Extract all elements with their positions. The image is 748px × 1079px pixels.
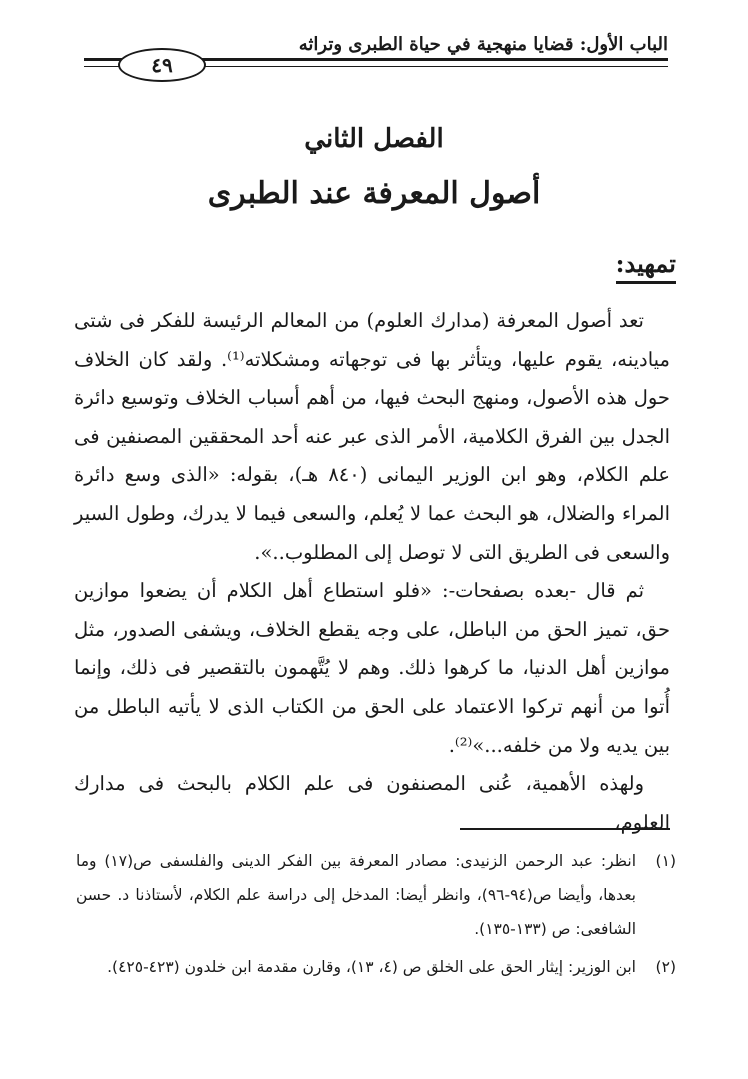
- running-title: الباب الأول: قضايا منهجية في حياة الطبرى وتراثه: [298, 34, 668, 55]
- paragraph: ثم قال -بعده بصفحات-: «فلو استطاع أهل الكلام أن يضعوا موازين حق، تميز الحق من الباطل، على وجه يقطع الخلاف، ويشفى الصدور، مثل موازين أهل الدنيا، ما كرهوا ذلك. وهم لا يُتَّهمون بالتقصير فى ذلك، وإنما أُتوا من أنهم تركوا الاعتماد على الحق من الكتاب الذى لا يأتيه الباطل من بين يديه ولا من خلفه...»⁽²⁾.: [74, 579, 670, 757]
- section-heading: تمهيد:: [616, 248, 676, 284]
- footnote-separator: [460, 828, 670, 830]
- chapter-title: أصول المعرفة عند الطبرى: [207, 176, 541, 211]
- footnote-text: انظر: عبد الرحمن الزنيدى: مصادر المعرفة بين الفكر الدينى والفلسفى ص(١٧) وما بعدها، وأيضا ص(٩٤-٩٦)، وانظر أيضا: المدخل إلى دراسة علم الكلام، لأستاذنا د. حسن الشافعى: ص (١٣٣-١٣٥).: [76, 852, 636, 938]
- footnote: [76, 950, 676, 984]
- footnote-number: (١): [655, 852, 676, 870]
- page-number-badge: [118, 48, 206, 82]
- paragraph: تعد أصول المعرفة (مدارك العلوم) من المعالم الرئيسة للفكر فى شتى ميادينه، يقوم عليها، ويتأثر بها فى توجهاته ومشكلاته⁽¹⁾. ولقد كان الخلاف حول هذه الأصول، ومنهج البحث فيها، من أهم أسباب الخلاف وتوسيع دائرة الجدل بين الفرق الكلامية، الأمر الذى عبر عنه أحد المحققين المصنفين فى علم الكلام، وهو ابن الوزير اليمانى (٨٤٠ هـ)، بقوله: «الذى وسع دائرة المراء والضلال، هو البحث عما لا يُعلم، والسعى فيما لا يدرك، وطول السير والسعى فى الطريق التى لا توصل إلى المطلوب..».: [74, 309, 670, 564]
- footnote-text: ابن الوزير: إيثار الحق على الخلق ص (٤، ١٣)، وقارن مقدمة ابن خلدون (٤٢٣-٤٢٥).: [107, 958, 636, 976]
- body-text: [74, 302, 670, 842]
- page-number: ٤٩: [151, 53, 173, 77]
- chapter-label: الفصل الثاني: [304, 124, 444, 154]
- paragraph: ولهذه الأهمية، عُنى المصنفون فى علم الكلام بالبحث فى مدارك العلوم،: [74, 772, 670, 834]
- footnote: [76, 844, 676, 946]
- footnotes: [76, 844, 676, 984]
- footnote-number: (٢): [655, 958, 676, 976]
